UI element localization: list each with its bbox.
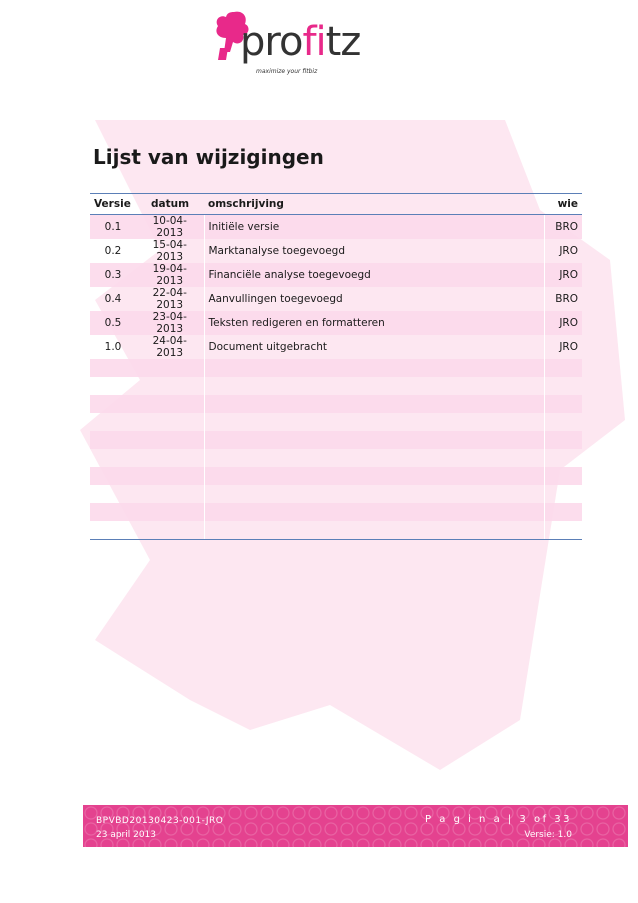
- cell-omschrijving: [204, 413, 544, 431]
- cell-versie: 0.3: [90, 263, 136, 287]
- table-row: [90, 395, 582, 413]
- cell-datum: [136, 395, 204, 413]
- cell-datum: 22-04-2013: [152, 287, 187, 311]
- cell-omschrijving: [204, 431, 544, 449]
- cell-omschrijving: [204, 485, 544, 503]
- table-row: [90, 485, 582, 503]
- cell-versie: [90, 503, 136, 521]
- table-row: [90, 359, 582, 377]
- cell-datum: 15-04-2013: [152, 239, 187, 263]
- cell-omschrijving: Aanvullingen toegevoegd: [204, 287, 544, 311]
- cell-datum: [136, 485, 204, 503]
- cell-omschrijving: [204, 503, 544, 521]
- cell-wie: [544, 485, 582, 503]
- header-versie: Versie: [90, 194, 136, 215]
- footer-date: 23 april 2013: [96, 830, 157, 840]
- cell-omschrijving: Marktanalyse toegevoegd: [204, 239, 544, 263]
- table-row: [90, 503, 582, 521]
- cell-omschrijving: [204, 377, 544, 395]
- table-row: [90, 521, 582, 540]
- cell-wie: JRO: [559, 341, 578, 353]
- cell-versie: [90, 467, 136, 485]
- table-row: [90, 263, 582, 287]
- cell-datum: [136, 467, 204, 485]
- wordmark-pro: pro: [240, 19, 303, 65]
- cell-datum: [136, 359, 204, 377]
- cell-omschrijving: Initiële versie: [204, 215, 544, 240]
- cell-wie: BRO: [544, 215, 582, 240]
- cell-omschrijving: [204, 521, 544, 540]
- table-row: [90, 449, 582, 467]
- cell-versie: [90, 395, 136, 413]
- cell-datum: [136, 521, 204, 540]
- cell-versie: [90, 413, 136, 431]
- table-row: [90, 215, 582, 240]
- cell-wie: JRO: [559, 245, 578, 257]
- table-row: [90, 239, 582, 263]
- cell-versie: 0.5: [90, 311, 136, 335]
- table-row: [90, 287, 582, 311]
- footer-version: Versie: 1.0: [524, 830, 572, 840]
- footer-document-id: BPVBD20130423-001-JRO: [96, 816, 224, 826]
- cell-omschrijving: [204, 449, 544, 467]
- header-omschrijving: omschrijving: [204, 194, 544, 215]
- table-row: [90, 467, 582, 485]
- cell-versie: [90, 449, 136, 467]
- table-row: [90, 335, 582, 359]
- cell-wie: BRO: [555, 293, 578, 305]
- cell-versie: 0.2: [104, 245, 122, 257]
- cell-omschrijving: [204, 395, 544, 413]
- wordmark-tz: tz: [325, 19, 361, 65]
- table-header-row: [90, 194, 582, 215]
- cell-wie: [544, 467, 582, 485]
- table-row: [90, 413, 582, 431]
- cell-wie: [544, 377, 582, 395]
- logo-tagline: maximize your fitbiz: [256, 68, 318, 75]
- cell-versie: 0.4: [104, 293, 122, 305]
- table-row: [90, 377, 582, 395]
- cell-wie: [544, 395, 582, 413]
- page-footer: [83, 805, 628, 847]
- cell-datum: 24-04-2013: [152, 335, 187, 359]
- profitz-wordmark: [240, 19, 361, 65]
- cell-versie: [90, 485, 136, 503]
- cell-wie: JRO: [544, 311, 582, 335]
- cell-versie: [90, 521, 136, 540]
- cell-datum: [136, 503, 204, 521]
- cell-omschrijving: Teksten redigeren en formatteren: [204, 311, 544, 335]
- cell-datum: [136, 431, 204, 449]
- cell-wie: [544, 431, 582, 449]
- wordmark-fi: fi: [302, 19, 326, 65]
- cell-datum: [136, 377, 204, 395]
- change-log-table: [90, 193, 582, 540]
- cell-omschrijving: [204, 467, 544, 485]
- cell-versie: 1.0: [104, 341, 122, 353]
- table-row: [90, 431, 582, 449]
- cell-datum: 10-04-2013: [136, 215, 204, 240]
- cell-omschrijving: [204, 359, 544, 377]
- header-wie: wie: [544, 194, 582, 215]
- cell-omschrijving: Document uitgebracht: [204, 335, 544, 359]
- cell-wie: JRO: [544, 263, 582, 287]
- cell-omschrijving: Financiële analyse toegevoegd: [204, 263, 544, 287]
- cell-versie: [90, 359, 136, 377]
- profitz-logo: [212, 8, 392, 83]
- cell-datum: 19-04-2013: [136, 263, 204, 287]
- cell-wie: [544, 359, 582, 377]
- header-datum: datum: [136, 194, 204, 215]
- cell-wie: [544, 521, 582, 540]
- cell-versie: 0.1: [90, 215, 136, 240]
- cell-datum: 23-04-2013: [136, 311, 204, 335]
- cell-wie: [544, 503, 582, 521]
- cell-versie: [90, 431, 136, 449]
- cell-datum: [136, 413, 204, 431]
- cell-versie: [90, 377, 136, 395]
- table-row: [90, 311, 582, 335]
- footer-page-number: P a g i n a | 3 of 33: [425, 814, 572, 825]
- page-title: Lijst van wijzigingen: [93, 145, 324, 169]
- cell-wie: [544, 449, 582, 467]
- cell-wie: [544, 413, 582, 431]
- cell-datum: [136, 449, 204, 467]
